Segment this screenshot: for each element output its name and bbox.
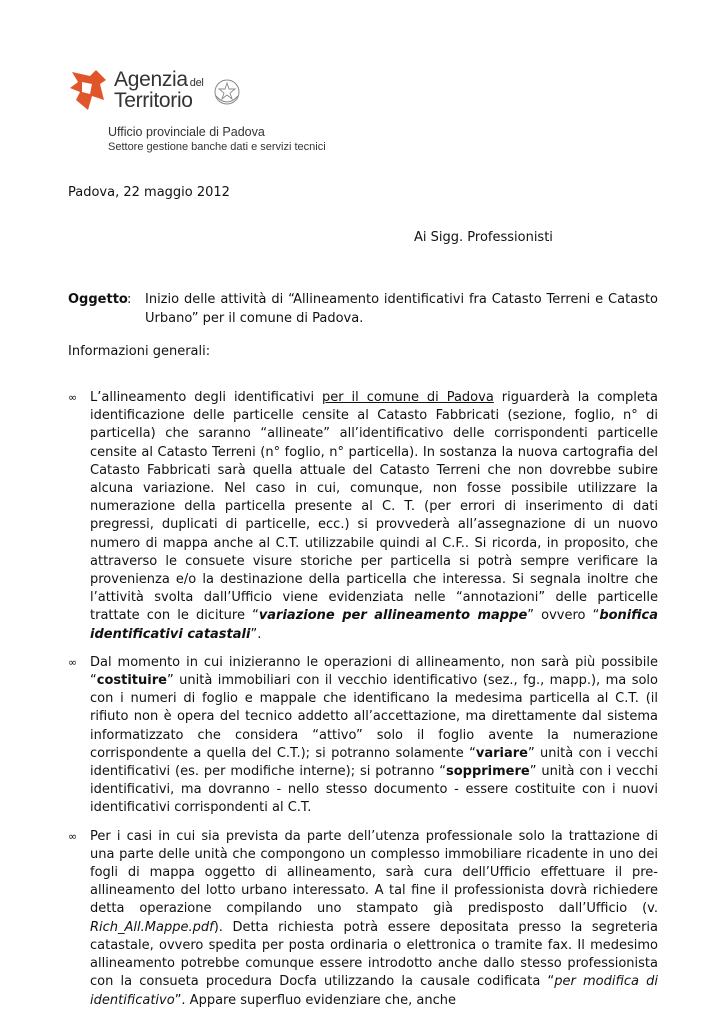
- office-sector: Settore gestione banche dati e servizi tecnici: [108, 141, 326, 153]
- bullet-item: ∞ Per i casi in cui sia prevista da parte dell’utenza professionale solo la trattazione di una parte delle unità che compongono un complesso immobiliare ricadente in uno dei fogli di mappa oggetto di allineamento, sarà cura dell’Ufficio effettuare il pre-allineamento del lotto urbano interessato. A tal fine il professionista dovrà richiedere detta operazione compilando uno stampato già predisposto dall’Ufficio (v. Rich_All.Mappe.pdf). Detta richiesta potrà essere depositata presso la segreteria catastale, ovvero spedita per posta ordinaria o elettronica o tramite fax. Il medesimo allineamento potrebbe comunque essere introdotto anche dallo stesso professionista con la consueta procedura Docfa utilizzando la causale codificata “per modifica di identificativo”. Appare superfluo evidenziare che, anche: [68, 828, 659, 1008]
- subject-colon: :: [127, 292, 132, 307]
- letter-date: Padova, 22 maggio 2012: [68, 185, 230, 200]
- subject-text: Inizio delle attività di “Allineamento identificativi fra Catasto Terreni e Catasto Urbano” per il comune di Padova.: [145, 292, 658, 326]
- bullet-list: [68, 389, 658, 1020]
- bold-text: costituire: [96, 673, 167, 689]
- bullet-item: ∞ Dal momento in cui inizieranno le operazioni di allineamento, non sarà più possibile “costituire” unità immobiliari con il vecchio identificativo (sez., fg., mapp.), ma solo con i numeri di foglio e mappale che identificano la medesima particella al C.T. (il rifiuto non è opera del tecnico addetto all’accettazione, ma direttamente dal sistema informatizzato che considera “attivo” solo il foglio avente la numerazione corrispondente a quella del C.T.); si potranno solamente “variare” unità con i vecchi identificativi (es. per modifiche interne); si potranno “sopprimere” unità con i vecchi identificativi, ma dovranno - nello stesso documento - essere costituite con i nuovi identificativi corrispondenti al C.T.: [68, 654, 658, 816]
- italian-republic-emblem-icon: [212, 76, 242, 108]
- logo-territory-text: Territorio: [114, 89, 193, 112]
- bold-text: variare: [475, 745, 528, 761]
- infinity-bullet-icon: ∞: [68, 391, 78, 404]
- infinity-bullet-icon: ∞: [68, 829, 78, 843]
- infinity-bullet-icon: ∞: [68, 655, 78, 669]
- emphasis-text: variazione per allineamento mappe: [258, 608, 528, 624]
- letter-recipient: Ai Sigg. Professionisti: [414, 230, 553, 245]
- info-heading: Informazioni generali:: [68, 344, 211, 359]
- underlined-text: per il comune di Padova: [322, 390, 494, 405]
- agency-logo: [70, 70, 270, 120]
- italic-text: per modifica di identificativo: [90, 974, 659, 1008]
- subject-label: Oggetto: [68, 292, 128, 307]
- bold-text: sopprimere: [445, 764, 530, 780]
- office-name: Ufficio provinciale di Padova: [108, 125, 265, 139]
- logo-agency-text: Agenzia del: [114, 68, 204, 91]
- office-block: [108, 124, 326, 154]
- letter-subject: [68, 290, 658, 328]
- agency-logo-mark-icon: [70, 70, 108, 112]
- bullet-item: ∞ L’allineamento degli identificativi per il comune di Padova riguarderà la completa identificazione delle particelle censite al Catasto Fabbricati (sezione, foglio, n° di particella) che saranno “allineate” all’identificativo delle corrispondenti particelle censite al Catasto Terreni (n° foglio, n° particella). In sostanza la nuova cartografia del Catasto Fabbricati sarà quella attuale del Catasto Terreni che non dovrebbe subire alcuna variazione. Nel caso in cui, comunque, non fosse possibile utilizzare la numerazione della particella presente al C. T. (per errori di inserimento di dati pregressi, duplicati di particelle, ecc.) si provvederà all’assegnazione di un nuovo numero di mappa anche al C.T. utilizzabile quindi al C.F.. Si ricorda, in proposito, che attraverso le consuete visure storiche per particella si potrà sempre verificare la provenienza e/o la destinazione della particella che interessa. Si segnala inoltre che l’attività svolta dall’Ufficio viene evidenziata nelle “annotazioni” delle particelle trattate con le diciture “variazione per allineamento mappe” ovvero “bonifica identificativi catastali”.: [68, 390, 658, 642]
- italic-text: Rich_All.Mappe.pdf: [90, 919, 214, 935]
- emphasis-text: bonifica identificativi catastali: [90, 608, 658, 642]
